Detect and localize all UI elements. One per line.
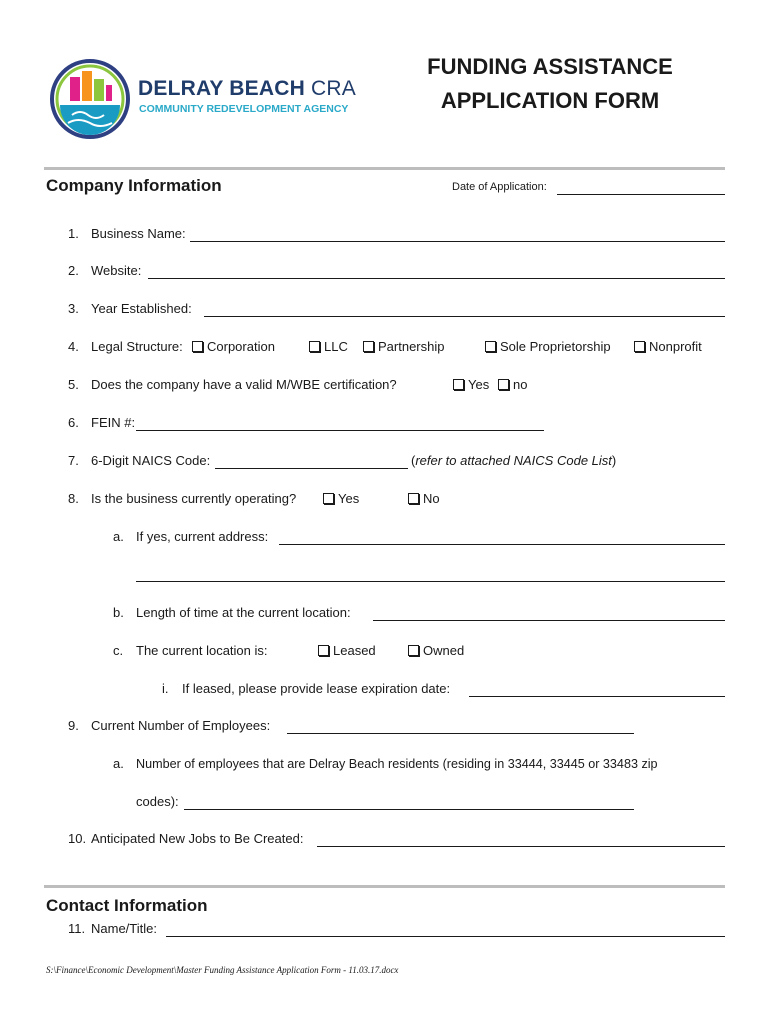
llc-label: LLC — [324, 339, 348, 354]
header-divider — [44, 167, 725, 170]
q4-number: 4. — [68, 339, 79, 354]
naics-code-field[interactable] — [215, 454, 408, 469]
form-title-line2: APPLICATION FORM — [440, 88, 660, 113]
operating-no-checkbox[interactable] — [408, 491, 440, 507]
resident-employees-field[interactable] — [184, 795, 634, 810]
naics-note: (refer to attached NAICS Code List) — [411, 453, 617, 468]
operating-no-label: No — [423, 491, 440, 506]
contact-info-heading: Contact Information — [46, 896, 208, 915]
q10-number: 10. — [68, 831, 87, 846]
employees-field[interactable] — [287, 719, 634, 734]
leased-checkbox[interactable] — [318, 643, 376, 659]
date-of-application-field[interactable] — [557, 180, 725, 195]
form-title-line1: FUNDING ASSISTANCE — [427, 54, 673, 79]
checkbox-icon — [408, 493, 419, 504]
q11-number: 11. — [68, 921, 86, 936]
owned-label: Owned — [423, 643, 465, 658]
year-established-label: Year Established: — [91, 301, 192, 316]
mwbe-label: Does the company have a valid M/WBE certification? — [91, 377, 397, 392]
checkbox-icon — [453, 379, 464, 390]
mwbe-no-label: no — [513, 377, 528, 392]
checkbox-icon — [485, 341, 496, 352]
q2-number: 2. — [68, 263, 79, 278]
q8a-letter: a. — [113, 529, 124, 544]
cra-logo — [50, 57, 362, 141]
q9-number: 9. — [68, 718, 79, 733]
mwbe-no-checkbox[interactable] — [498, 377, 527, 393]
sole-proprietorship-checkbox[interactable] — [485, 339, 611, 355]
nonprofit-label: Nonprofit — [649, 339, 702, 354]
legal-structure-label: Legal Structure: — [91, 339, 183, 354]
q1-number: 1. — [68, 226, 79, 241]
resident-employees-label: Number of employees that are Delray Beach residents (residing in 33444, 33445 or 33483 zip — [136, 757, 658, 771]
company-info-heading: Company Information — [46, 176, 222, 195]
footer-file-path: S:\Finance\Economic Development\Master Funding Assistance Application Form - 11.03.17.docx — [46, 965, 399, 975]
q8ci-roman: i. — [162, 681, 169, 696]
employees-label: Current Number of Employees: — [91, 718, 271, 733]
checkbox-icon — [192, 341, 203, 352]
corporation-checkbox[interactable] — [192, 339, 275, 355]
naics-label: 6-Digit NAICS Code: — [91, 453, 211, 468]
current-address-field[interactable] — [279, 530, 725, 545]
checkbox-icon — [408, 645, 419, 656]
checkbox-icon — [309, 341, 320, 352]
q6-number: 6. — [68, 415, 79, 430]
llc-checkbox[interactable] — [309, 339, 348, 355]
checkbox-icon — [363, 341, 374, 352]
current-address-label: If yes, current address: — [136, 529, 269, 544]
website-field[interactable] — [148, 264, 725, 279]
logo-suffix: CRA — [310, 77, 356, 100]
fein-label: FEIN #: — [91, 415, 136, 430]
fein-field[interactable] — [136, 416, 544, 431]
business-name-field[interactable] — [190, 227, 725, 242]
lease-expiration-label: If leased, please provide lease expiration date: — [182, 681, 451, 696]
lease-expiration-field[interactable] — [469, 682, 725, 697]
logo-name: DELRAY BEACH — [138, 77, 305, 100]
new-jobs-label: Anticipated New Jobs to Be Created: — [91, 831, 304, 846]
corporation-label: Corporation — [207, 339, 275, 354]
name-title-field[interactable] — [166, 922, 725, 937]
checkbox-icon — [318, 645, 329, 656]
current-address-line2-field[interactable] — [136, 567, 725, 582]
logo-subtitle: COMMUNITY REDEVELOPMENT AGENCY — [139, 103, 349, 115]
mwbe-yes-checkbox[interactable] — [453, 377, 489, 393]
length-of-time-field[interactable] — [373, 606, 725, 621]
operating-label: Is the business currently operating? — [91, 491, 297, 506]
name-title-label: Name/Title: — [91, 921, 157, 936]
nonprofit-checkbox[interactable] — [634, 339, 702, 355]
q3-number: 3. — [68, 301, 79, 316]
q8-number: 8. — [68, 491, 79, 506]
q7-number: 7. — [68, 453, 79, 468]
resident-employees-label-line2: codes): — [136, 794, 179, 809]
q8c-letter: c. — [113, 643, 124, 658]
mwbe-yes-label: Yes — [468, 377, 490, 392]
length-of-time-label: Length of time at the current location: — [136, 605, 351, 620]
q5-number: 5. — [68, 377, 79, 392]
partnership-checkbox[interactable] — [363, 339, 444, 355]
operating-yes-checkbox[interactable] — [323, 491, 359, 507]
leased-label: Leased — [333, 643, 376, 658]
owned-checkbox[interactable] — [408, 643, 464, 659]
section-divider — [44, 885, 725, 888]
location-status-label: The current location is: — [136, 643, 268, 658]
business-name-label: Business Name: — [91, 226, 186, 241]
operating-yes-label: Yes — [338, 491, 360, 506]
sole-proprietorship-label: Sole Proprietorship — [500, 339, 611, 354]
q9a-letter: a. — [113, 756, 124, 771]
checkbox-icon — [323, 493, 334, 504]
new-jobs-field[interactable] — [317, 832, 725, 847]
q8b-letter: b. — [113, 605, 124, 620]
partnership-label: Partnership — [378, 339, 445, 354]
year-established-field[interactable] — [204, 302, 725, 317]
date-label: Date of Application: — [452, 181, 547, 193]
delray-beach-emblem-icon — [50, 57, 130, 141]
checkbox-icon — [634, 341, 645, 352]
website-label: Website: — [91, 263, 142, 278]
checkbox-icon — [498, 379, 509, 390]
